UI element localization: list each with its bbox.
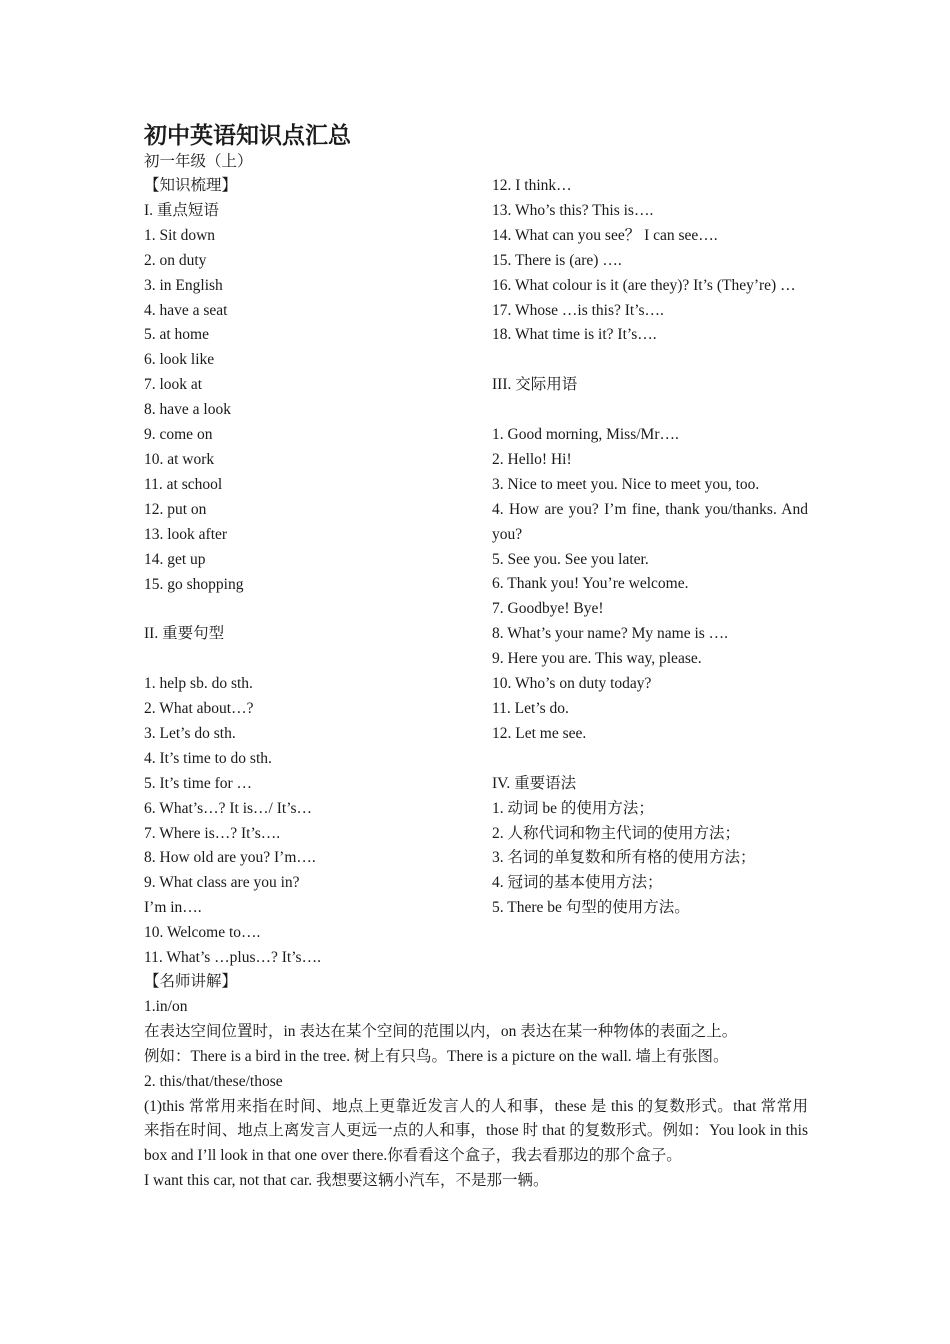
list-item: 5. at home [144, 326, 209, 344]
list-item: 4. 冠词的基本使用方法； [492, 874, 663, 892]
list-item: 7. Where is…? It’s…. [144, 824, 281, 842]
list-item: 1. 动词 be 的使用方法； [492, 799, 654, 817]
list-item: 12. I think… [492, 177, 572, 194]
section-heading: III. 交际用语 [492, 376, 578, 394]
list-item: 11. Let’s do. [492, 700, 569, 717]
list-item: 3. 名词的单复数和所有格的使用方法； [492, 849, 756, 867]
teacher-explanation [144, 970, 808, 1194]
list-item: 11. What’s …plus…? It’s…. [144, 949, 321, 967]
section-heading: 【名师讲解】 [144, 973, 238, 990]
list-item: 2. Hello! Hi! [492, 450, 572, 468]
subheading: 1.in/on [144, 997, 188, 1015]
list-item: 7. look at [144, 376, 203, 394]
list-item: 12. Let me see. [492, 724, 587, 742]
list-item: 9. come on [144, 426, 213, 444]
list-item: 13. look after [144, 525, 228, 543]
list-item: 6. look like [144, 351, 215, 369]
section-heading: 【知识梳理】 [144, 177, 238, 194]
list-item: 10. Welcome to…. [144, 924, 261, 942]
list-item: 17. Whose …is this? It’s…. [492, 301, 664, 319]
list-item: 16. What colour is it (are they)? It’s (They’re) … [492, 276, 796, 294]
list-item: 2. 人称代词和物主代词的使用方法； [492, 824, 741, 842]
list-item: 15. go shopping [144, 575, 244, 593]
list-item: 9. What class are you in? [144, 874, 300, 892]
list-item: 4. It’s time to do sth. [144, 749, 272, 767]
list-item: 2. on duty [144, 251, 207, 269]
list-item: 5. There be 句型的使用方法。 [492, 899, 690, 917]
left-column [144, 174, 474, 971]
document-title: 初中英语知识点汇总 [144, 123, 351, 148]
list-item: I’m in…. [144, 899, 202, 917]
paragraph: 在表达空间位置时，in 表达在某个空间的范围以内，on 表达在某一种物体的表面之上。 [144, 1022, 738, 1040]
list-item: 14. What can you see？ I can see…. [492, 226, 718, 244]
list-item: 8. How old are you? I’m…. [144, 849, 316, 867]
subheading: 2. this/that/these/those [144, 1072, 283, 1090]
list-item: 6. Thank you! You’re welcome. [492, 575, 689, 593]
list-item: 9. Here you are. This way, please. [492, 650, 702, 668]
list-item: 13. Who’s this? This is…. [492, 201, 654, 219]
blank-line [144, 597, 474, 622]
blank-line [492, 398, 808, 423]
list-item: 3. Nice to meet you. Nice to meet you, too. [492, 475, 760, 493]
list-item: 1. Good morning, Miss/Mr…. [492, 426, 679, 444]
list-item: 10. Who’s on duty today? [492, 675, 652, 693]
list-item: 18. What time is it? It’s…. [492, 326, 657, 344]
list-item: 11. at school [144, 475, 223, 493]
list-item: 3. in English [144, 276, 223, 294]
list-item: 8. have a look [144, 401, 231, 419]
blank-line [144, 647, 474, 672]
list-item: 5. It’s time for … [144, 774, 253, 792]
list-item: 12. put on [144, 500, 207, 518]
paragraph: 例如：There is a bird in the tree. 树上有只鸟。There is a picture on the wall. 墙上有张图。 [144, 1047, 729, 1065]
list-item: 4. How are you? I’m fine, thank you/thanks. And you? [492, 500, 808, 543]
list-item: 1. help sb. do sth. [144, 675, 253, 693]
list-item: 6. What’s…? It is…/ It’s… [144, 799, 313, 817]
list-item: 3. Let’s do sth. [144, 724, 236, 742]
list-item: 15. There is (are) …. [492, 251, 622, 269]
paragraph: I want this car, not that car. 我想要这辆小汽车，不是那一辆。 [144, 1172, 549, 1190]
list-item: 7. Goodbye! Bye! [492, 600, 604, 618]
list-item: 1. Sit down [144, 226, 216, 244]
paragraph: (1)this 常常用来指在时间、地点上更靠近发言人的人和事，these 是 this 的复数形式。that 常常用来指在时间、地点上离发言人更远一点的人和事，those 时 that 的复数形式。例如：You look in this box and I’ll look in that one over there.你看看这个盒子，我去看那边的那个盒子。 [144, 1097, 808, 1165]
document-subtitle: 初一年级（上） [144, 153, 253, 170]
list-item: 14. get up [144, 550, 206, 568]
list-item: 10. at work [144, 450, 215, 468]
list-item: 2. What about…? [144, 700, 254, 717]
list-item: 8. What’s your name? My name is …. [492, 625, 729, 643]
right-column [492, 174, 808, 921]
section-heading: IV. 重要语法 [492, 774, 577, 792]
blank-line [492, 747, 808, 772]
section-heading: II. 重要句型 [144, 625, 225, 643]
list-item: 5. See you. See you later. [492, 550, 649, 568]
blank-line [492, 348, 808, 373]
list-item: 4. have a seat [144, 301, 228, 319]
section-heading: I. 重点短语 [144, 201, 219, 219]
